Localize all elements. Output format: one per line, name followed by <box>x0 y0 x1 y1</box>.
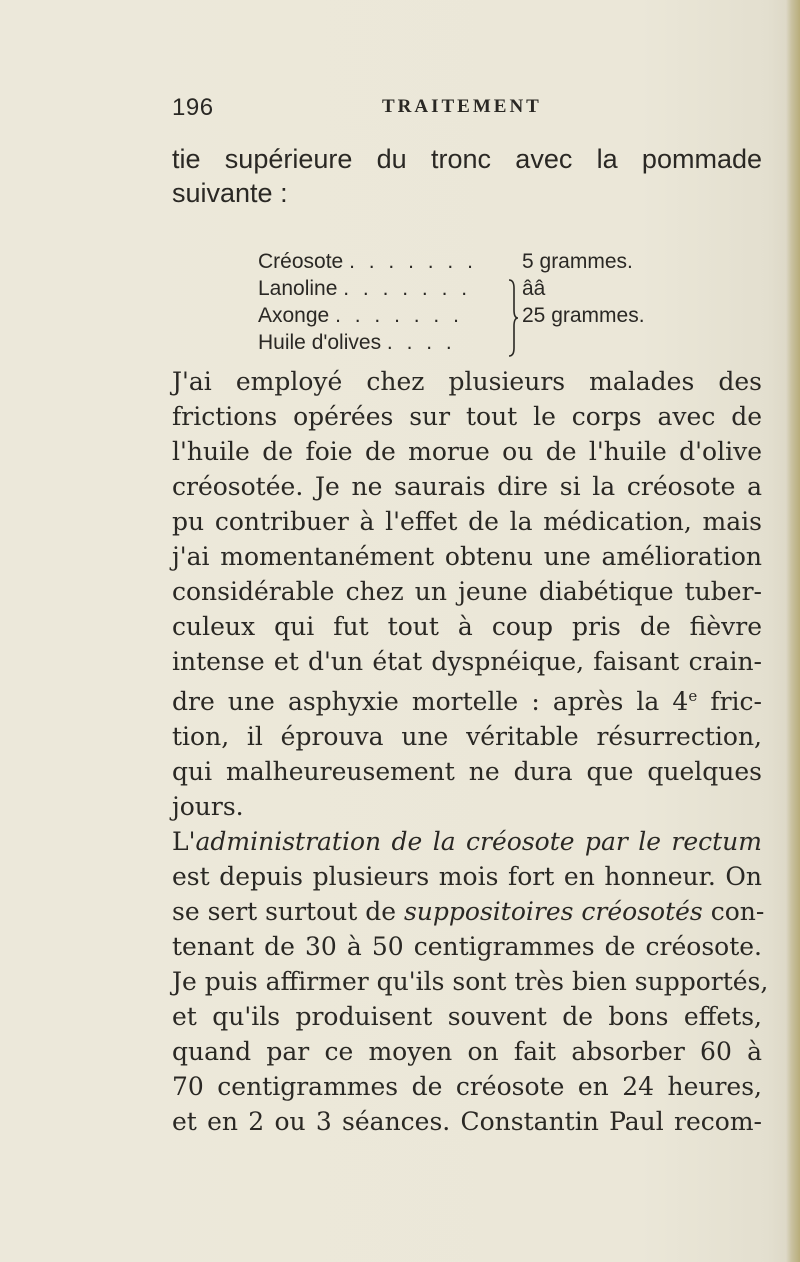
ingredient-name: Lanoline <box>258 277 338 300</box>
text-line: intense et d'un état dyspnéique, faisant crain- <box>172 647 762 676</box>
text-line: frictions opérées sur tout le corps avec de <box>172 402 762 431</box>
leader-dots: . . . . . . . <box>343 277 472 300</box>
text-line: et en 2 ou 3 séances. Constantin Paul recom- <box>172 1107 762 1136</box>
intro-paragraph <box>172 142 762 210</box>
shared-quantity: 25 grammes. <box>522 304 645 327</box>
text-line: tenant de 30 à 50 centigrammes de créosote. <box>172 932 762 961</box>
text-line: quand par ce moyen on fait absorber 60 à <box>172 1037 762 1066</box>
ingredient-name: Axonge <box>258 304 330 327</box>
ingredient-name: Huile d'olives <box>258 331 382 354</box>
recipe-row <box>258 329 698 356</box>
text-line: j'ai momentanément obtenu une amélioration <box>172 542 762 571</box>
text-line: suivante : <box>172 178 288 208</box>
recipe-list <box>258 248 698 356</box>
page-edge <box>786 0 800 1262</box>
ingredient-quantity: 5 grammes. <box>522 250 633 273</box>
text-line: tion, il éprouva une véritable résurrection, <box>172 722 762 751</box>
running-title: TRAITEMENT <box>382 96 542 117</box>
text-line: créosotée. Je ne saurais dire si la créosote a <box>172 472 762 501</box>
text-line: qui malheureusement ne dura que quelques <box>172 757 762 786</box>
page-number: 196 <box>172 94 214 121</box>
superscript: e <box>688 687 698 705</box>
recipe-row <box>258 275 698 302</box>
italic-phrase: administration de la créosote par le rectum <box>195 827 762 856</box>
leader-dots: . . . . . . . <box>349 250 477 273</box>
shared-label: ââ <box>522 277 546 300</box>
leader-dots: . . . . <box>386 331 456 354</box>
text-line: l'huile de foie de morue ou de l'huile d'olive <box>172 437 762 466</box>
text-line: jours. <box>172 792 244 821</box>
text-line: tie supérieure du tronc avec la pommade <box>172 144 762 174</box>
text-line: se sert surtout de suppositoires créosotés con- <box>172 897 765 926</box>
italic-phrase: suppositoires créosotés <box>403 897 703 926</box>
text-line: pu contribuer à l'effet de la médication, mais <box>172 507 762 536</box>
text-line: 70 centigrammes de créosote en 24 heures, <box>172 1072 762 1101</box>
text-line: est depuis plusieurs mois fort en honneur. On <box>172 862 762 891</box>
text-line: et qu'ils produisent souvent de bons effets, <box>172 1002 762 1031</box>
main-paragraph <box>172 364 769 1139</box>
text-line: dre une asphyxie mortelle : après la 4e fric- <box>172 687 762 716</box>
recipe-row <box>258 248 698 275</box>
brace-icon <box>507 278 519 358</box>
leader-dots: . . . . . . . <box>335 304 463 327</box>
ingredient-name: Créosote <box>258 250 344 273</box>
text-line: J'ai employé chez plusieurs malades des <box>172 367 762 396</box>
text-line: L'administration de la créosote par le rectum <box>172 827 762 856</box>
page-header <box>172 94 752 124</box>
text-line: considérable chez un jeune diabétique tuber- <box>172 577 762 606</box>
text-line: culeux qui fut tout à coup pris de fièvre <box>172 612 762 641</box>
text-line: Je puis affirmer qu'ils sont très bien supportés, <box>172 967 769 996</box>
